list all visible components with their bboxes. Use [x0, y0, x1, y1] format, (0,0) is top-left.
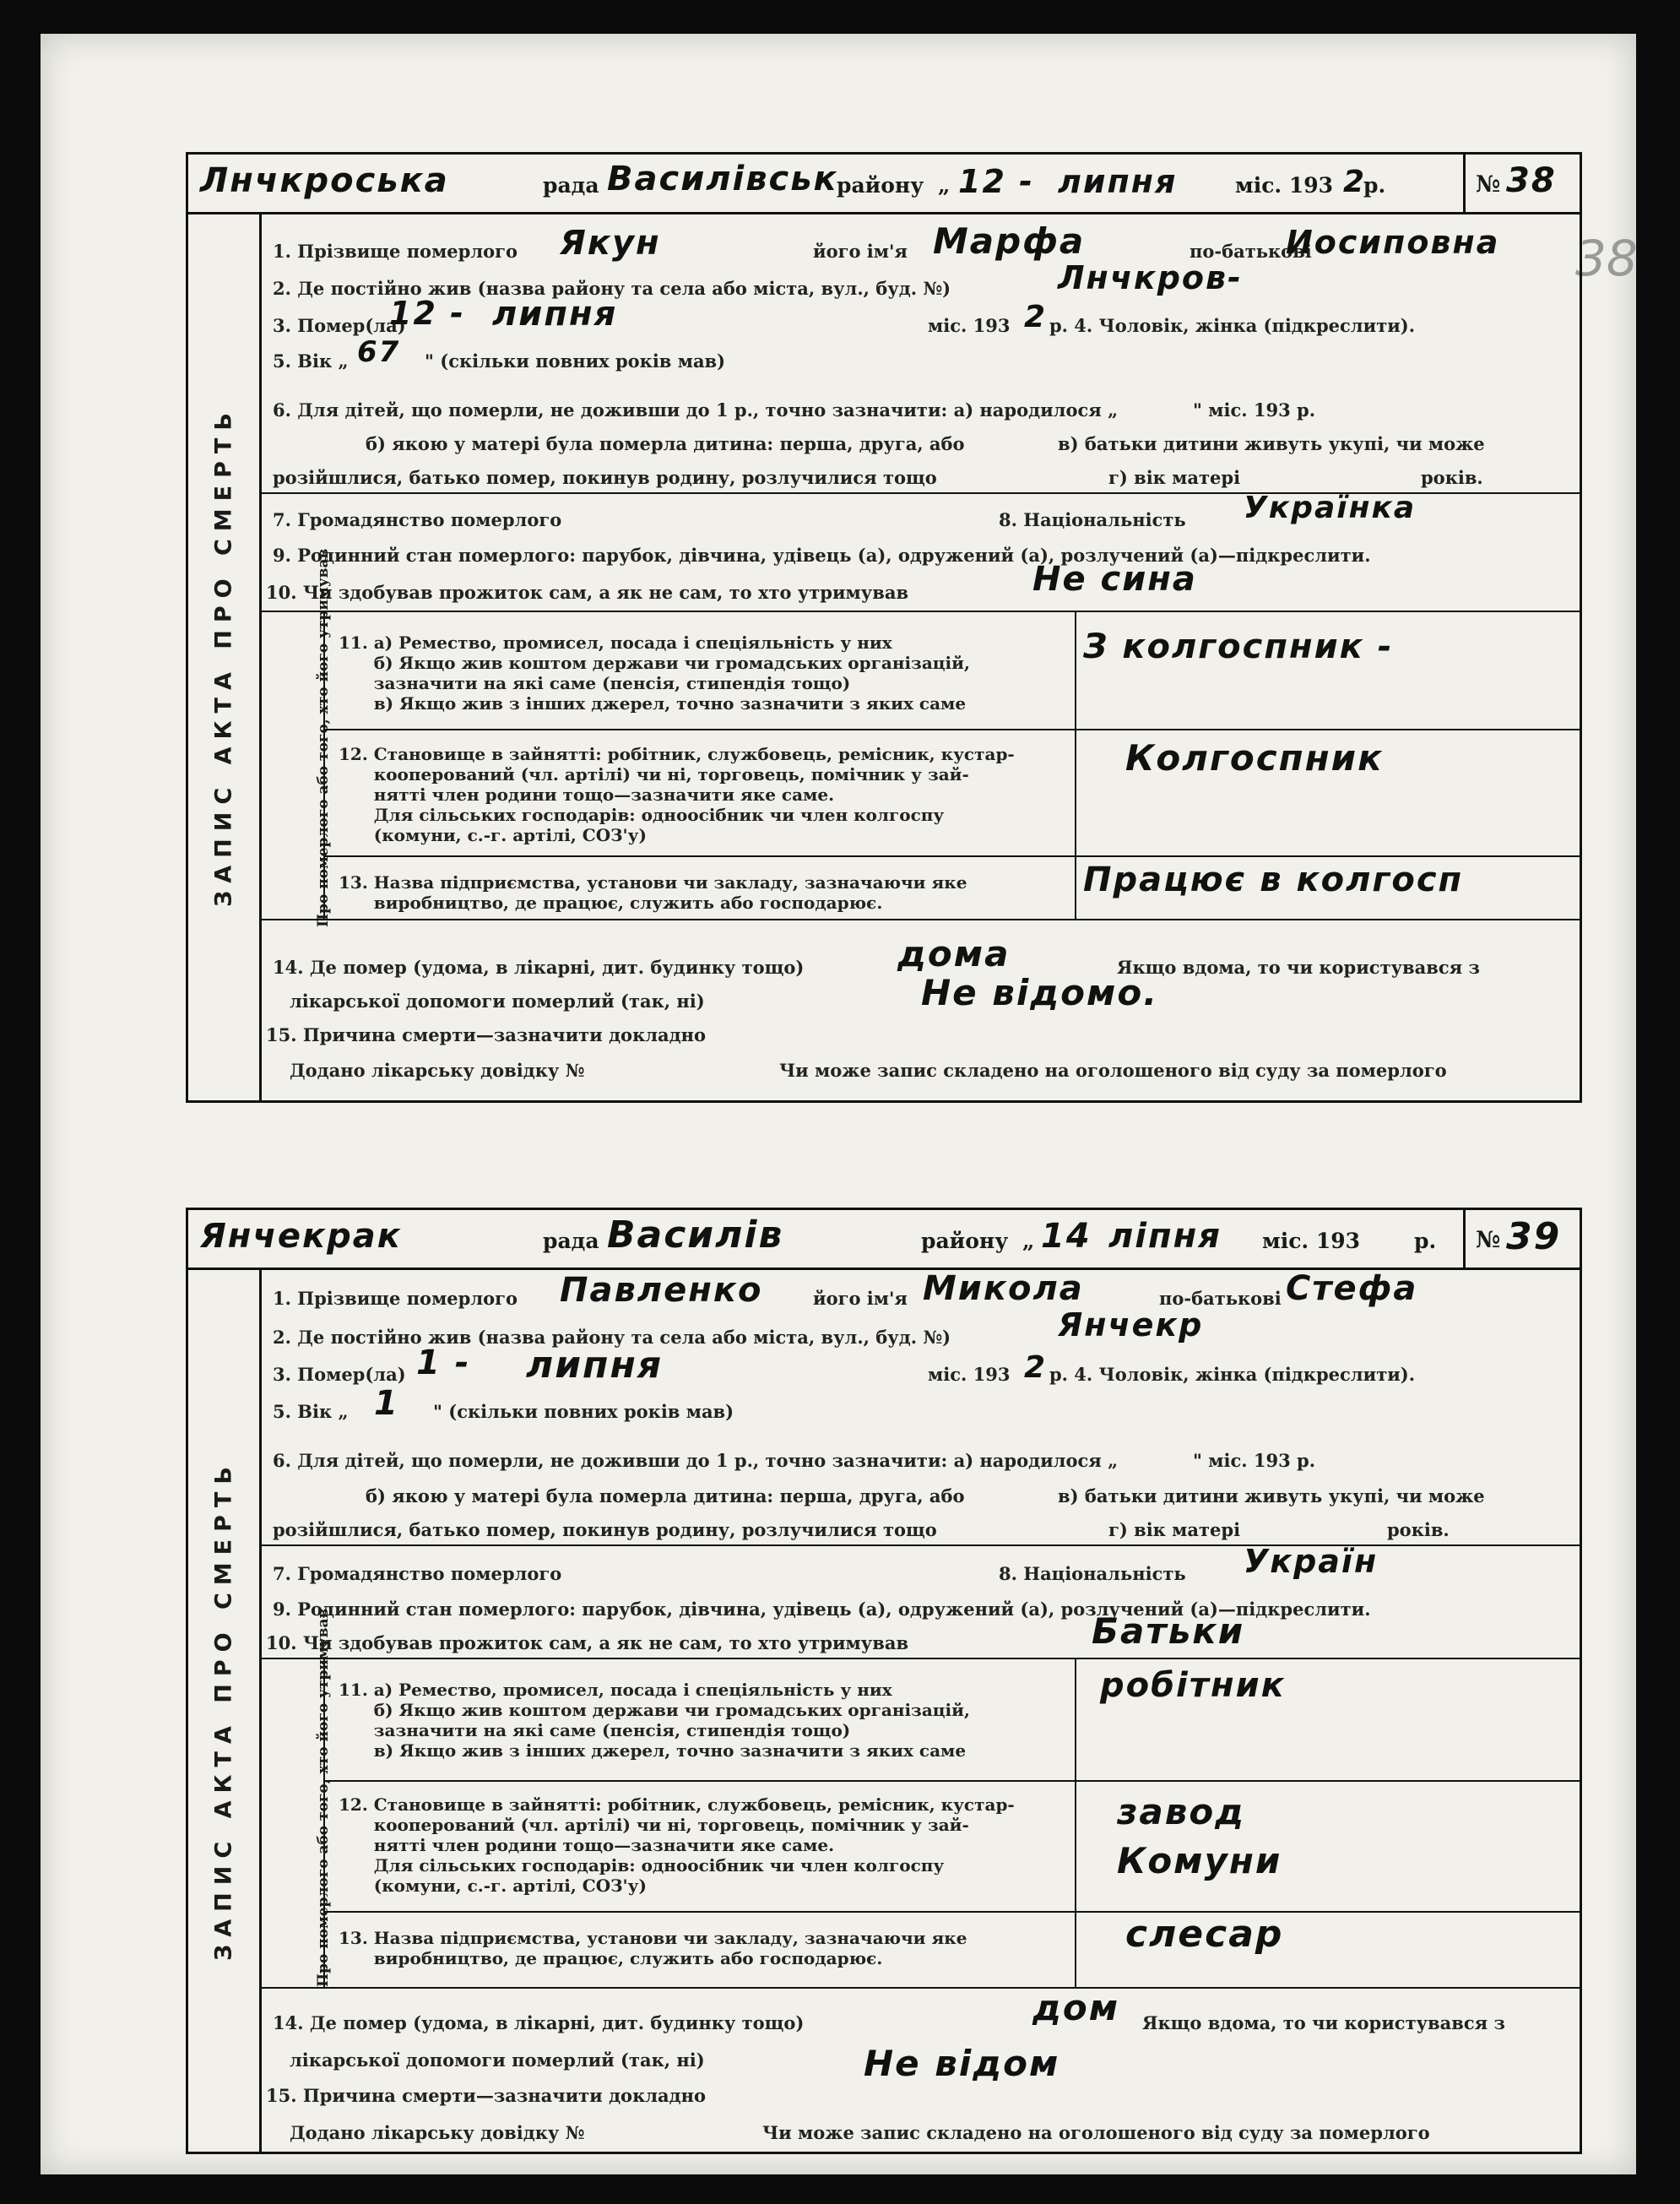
side-title: ЗАПИС АКТА ПРО СМЕРТЬ [210, 1458, 237, 1961]
r10-label: 10. Чи здобував прожиток сам, а як не сам, то хто утримував [266, 582, 909, 603]
r3-mid: міс. 193 [928, 315, 1011, 336]
r16-label: Додано лікарську довідку № [290, 1060, 585, 1081]
date-quote: „ [1022, 1229, 1035, 1253]
divider [323, 1780, 1580, 1782]
district-name: Василівськ [607, 160, 838, 198]
header-day: 14 [1041, 1217, 1092, 1256]
divider [259, 1658, 1580, 1659]
header-month: ліпня [1108, 1217, 1222, 1256]
document-page [41, 34, 1636, 2174]
r2-label: 2. Де постійно жив (назва району та села або міста, вул., буд. №) [273, 1327, 951, 1348]
r5-suffix: " (скільки повних років мав) [433, 1401, 734, 1422]
r14-end: Якщо вдома, то чи користувався з [1117, 957, 1480, 978]
name-value: Микола [923, 1269, 1084, 1308]
divider [259, 919, 1580, 920]
r6b-end: в) батьки дитини живуть укупі, чи може [1058, 433, 1485, 454]
r6a: 6. Для дітей, що померли, не доживши до 1 р., точно зазначити: а) народилося „ [273, 399, 1119, 421]
number-label: № [1476, 1227, 1501, 1253]
occupation-value: робітник [1100, 1666, 1286, 1705]
r2-label: 2. Де постійно жив (назва району та села або міста, вул., буд. №) [273, 278, 951, 299]
r14b: лікарської допомоги померлий (так, ні) [290, 991, 705, 1012]
medical-help-value: Не відомо. [921, 972, 1159, 1013]
death-day-value: 1 - [416, 1344, 471, 1382]
r3-label: 3. Помер(ла) [273, 315, 406, 336]
side-title-column [188, 212, 262, 1100]
r7-label: 7. Громадянство померлого [273, 509, 562, 530]
r6c-end: років. [1421, 467, 1483, 488]
r5-suffix: " (скільки повних років мав) [425, 350, 726, 372]
r13-text: 13. Назва підприємства, установи чи закладу, зазначаючи яке виробництво, де працює, служить або господарює. [339, 872, 967, 913]
r6a: 6. Для дітей, що померли, не доживши до 1 р., точно зазначити: а) народилося „ [273, 1450, 1119, 1471]
row-1 [273, 241, 518, 262]
death-year-value: 2 [1024, 300, 1048, 334]
patronymic-value: Стефа [1286, 1269, 1418, 1308]
death-month-value: липня [492, 295, 618, 334]
rada-label: рада [543, 173, 599, 198]
r16-end: Чи може запис складено на оголошеного від суду за померлого [762, 2122, 1430, 2143]
r3-label: 3. Помер(ла) [273, 1364, 406, 1385]
workplace-value: Працює в колгосп [1083, 860, 1464, 899]
occupation-value: З колгоспник - [1083, 627, 1394, 666]
r9-label: 9. Родинний стан померлого: парубок, дівчина, удівець (а), одружений (а), розлучений (а)—підкреслити. [273, 1599, 1371, 1620]
surname-value: Павленко [560, 1271, 763, 1310]
divider [323, 729, 1580, 730]
record-number-box [1463, 155, 1580, 212]
r16-label: Додано лікарську довідку № [290, 2122, 585, 2143]
surname-value: Якун [560, 224, 661, 263]
patronymic-label: по-батькові [1190, 241, 1312, 262]
status-value: завод Комуни [1117, 1791, 1282, 1881]
r16-end: Чи може запис складено на оголошеного від суду за померлого [779, 1060, 1447, 1081]
death-record-2 [186, 1208, 1582, 2154]
divider [1075, 1658, 1076, 1987]
r6b: б) якою у матері була померла дитина: перша, друга, або [366, 433, 965, 454]
r5-label: 5. Вік „ [273, 1401, 349, 1422]
number-label: № [1476, 171, 1501, 198]
r6c-mid: г) вік матері [1108, 1519, 1241, 1540]
r3-suffix: р. 4. Чоловік, жінка (підкреслити). [1049, 315, 1416, 336]
district-label: району [837, 173, 924, 198]
residence-value: Лнчкров- [1058, 259, 1243, 296]
rada-label: рада [543, 1229, 599, 1253]
r8-label: 8. Національність [999, 509, 1186, 530]
record-header [188, 155, 1580, 214]
divider [323, 1911, 1580, 1913]
r6c: розійшлися, батько помер, покинув родину, розлучилися тощо [273, 467, 937, 488]
record-number-box [1463, 1210, 1580, 1268]
death-month-value: липня [526, 1344, 664, 1387]
r11-text: 11. а) Ремество, промисел, посада і спеціяльність у них б) Якщо жив коштом держави чи громадських організацій, зазначити на які саме (пенсія, стипендія тощо) в) Якщо жив з інших джерел, точно зазначити з яких саме [339, 1680, 970, 1761]
r14b: лікарської допомоги померлий (так, ні) [290, 2049, 705, 2071]
death-day-value: 12 - [389, 295, 465, 332]
side-subtitle: Про померлого або того, хто його утримував [315, 548, 332, 927]
month-label: міс. 193 [1235, 173, 1334, 198]
r8-label: 8. Національність [999, 1563, 1186, 1584]
year-suffix: р. [1363, 173, 1386, 198]
death-place-value: дома [897, 933, 1011, 974]
month-label: міс. 193 [1262, 1229, 1361, 1253]
r3-suffix: р. 4. Чоловік, жінка (підкреслити). [1049, 1364, 1416, 1385]
r11-text: 11. а) Ремество, промисел, посада і спеціяльність у них б) Якщо жив коштом держави чи громадських організацій, зазначити на які саме (пенсія, стипендія тощо) в) Якщо жив з інших джерел, точно зазначити з яких саме [339, 632, 970, 714]
divider [259, 611, 1580, 612]
r6c-mid: г) вік матері [1108, 467, 1241, 488]
record-number: 39 [1506, 1215, 1562, 1258]
r6b-end: в) батьки дитини живуть укупі, чи може [1058, 1485, 1485, 1506]
side-title-column [188, 1268, 262, 2152]
r3-mid: міс. 193 [928, 1364, 1011, 1385]
year-suffix: р. [1414, 1229, 1437, 1253]
r6a-end: " міс. 193 р. [1193, 1450, 1316, 1471]
r12-text: 12. Становище в зайнятті: робітник, службовець, ремісник, кустар- кооперований (чл. артілі) чи ні, торговець, помічник у зай- нятті член родини тощо—зазначити яке саме. Для сільських господарів: одноосібник чи член колгоспу (комуни, с.-г. артілі, СОЗ'у) [339, 744, 1015, 845]
district-name: Василів [607, 1213, 784, 1257]
age-value: 67 [357, 335, 401, 369]
r6c: розійшлися, батько помер, покинув родину, розлучилися тощо [273, 1519, 937, 1540]
patronymic-label: по-батькові [1159, 1288, 1282, 1309]
village-name: Лнчкроська [200, 161, 449, 200]
village-name: Янчекрак [200, 1217, 402, 1256]
residence-value: Янчекр [1058, 1306, 1204, 1344]
workplace-value: слесар [1125, 1913, 1284, 1956]
support-value: Не сина [1032, 560, 1197, 599]
r15-label: 15. Причина смерти—зазначити докладно [266, 1024, 707, 1045]
medical-help-value: Не відом [864, 2043, 1060, 2084]
r14-label: 14. Де помер (удома, в лікарні, дит. будинку тощо) [273, 2012, 805, 2033]
r1-label: 1. Прізвище померлого [273, 1288, 518, 1309]
r6b: б) якою у матері була померла дитина: перша, друга, або [366, 1485, 965, 1506]
date-quote: „ [938, 173, 951, 198]
r15-label: 15. Причина смерти—зазначити докладно [266, 2085, 707, 2106]
divider [1075, 611, 1076, 919]
death-record-1 [186, 152, 1582, 1103]
page-number: 38 [1575, 230, 1638, 287]
divider [323, 855, 1580, 857]
nationality-value: Україн [1244, 1543, 1379, 1580]
name-label: його ім'я [813, 1288, 908, 1309]
r6a-end: " міс. 193 р. [1193, 399, 1316, 421]
record-header [188, 1210, 1580, 1270]
side-subtitle: Про померлого або того, хто його утримував [315, 1608, 332, 1987]
r12-text: 12. Становище в зайнятті: робітник, службовець, ремісник, кустар- кооперований (чл. артілі) чи ні, торговець, помічник у зай- нятті член родини тощо—зазначити яке саме. Для сільських господарів: одноосібник чи член колгоспу (комуни, с.-г. артілі, СОЗ'у) [339, 1794, 1015, 1896]
name-value: Марфа [933, 220, 1086, 262]
record-number: 38 [1506, 161, 1557, 200]
side-title: ЗАПИС АКТА ПРО СМЕРТЬ [210, 405, 237, 907]
district-label: району [921, 1229, 1009, 1253]
death-place-value: дом [1032, 1987, 1120, 2028]
r9-label: 9. Родинний стан померлого: парубок, дівчина, удівець (а), одружений (а), розлучений (а)—підкреслити. [273, 545, 1371, 566]
nationality-value: Українка [1244, 491, 1417, 525]
r10-label: 10. Чи здобував прожиток сам, а як не сам, то хто утримував [266, 1632, 909, 1653]
r14-end: Якщо вдома, то чи користувався з [1142, 2012, 1505, 2033]
r13-text: 13. Назва підприємства, установи чи закладу, зазначаючи яке виробництво, де працює, служить або господарює. [339, 1928, 967, 1968]
header-month: липня [1058, 163, 1178, 200]
header-day: 12 - [958, 163, 1034, 200]
support-value: Батьки [1092, 1610, 1245, 1652]
age-value: 1 [374, 1384, 399, 1423]
divider [259, 1987, 1580, 1989]
r14-label: 14. Де помер (удома, в лікарні, дит. будинку тощо) [273, 957, 805, 978]
r1-label: 1. Прізвище померлого [273, 241, 518, 262]
patronymic-value: Иосиповна [1286, 224, 1500, 261]
status-value: Колгоспник [1125, 737, 1384, 779]
r7-label: 7. Громадянство померлого [273, 1563, 562, 1584]
r6c-end: років. [1387, 1519, 1450, 1540]
r5-label: 5. Вік „ [273, 350, 349, 372]
divider [259, 1544, 1580, 1546]
name-label: його ім'я [813, 241, 908, 262]
header-year: 2 [1343, 165, 1367, 199]
death-year-value: 2 [1024, 1350, 1048, 1385]
